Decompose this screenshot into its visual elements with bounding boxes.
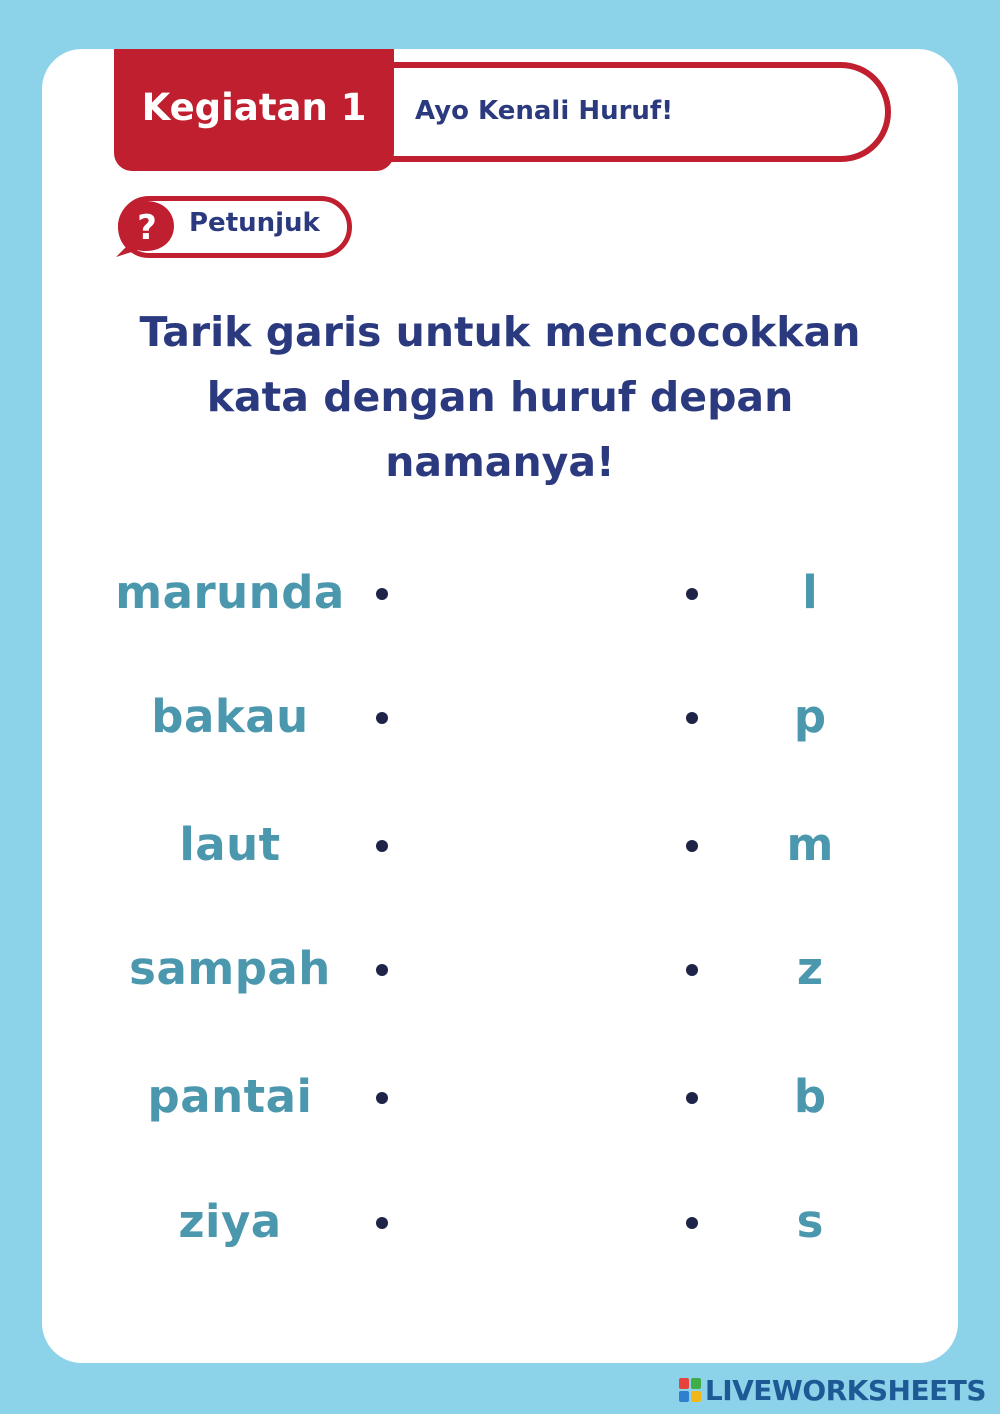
match-letter: l — [802, 566, 818, 619]
activity-label: Kegiatan 1 — [141, 85, 367, 129]
match-row — [0, 805, 1000, 885]
match-dot-left[interactable] — [376, 588, 388, 600]
match-letter: s — [796, 1195, 824, 1248]
match-letter: z — [796, 942, 824, 995]
match-dot-right[interactable] — [686, 964, 698, 976]
match-dot-left[interactable] — [376, 712, 388, 724]
match-word: ziya — [178, 1195, 282, 1248]
match-word: pantai — [147, 1070, 313, 1123]
liveworksheets-brand[interactable] — [679, 1372, 986, 1408]
match-word: bakau — [151, 690, 309, 743]
match-dot-right[interactable] — [686, 588, 698, 600]
match-row — [0, 929, 1000, 1009]
match-row — [0, 553, 1000, 633]
brand-name: LIVEWORKSHEETS — [704, 1373, 986, 1407]
match-dot-left[interactable] — [376, 1217, 388, 1229]
match-dot-left[interactable] — [376, 840, 388, 852]
match-letter: p — [793, 690, 827, 743]
match-dot-right[interactable] — [686, 840, 698, 852]
activity-tab — [114, 49, 394, 171]
match-row — [0, 677, 1000, 757]
activity-subtitle: Ayo Kenali Huruf! — [415, 96, 674, 126]
match-dot-left[interactable] — [376, 964, 388, 976]
liveworksheets-logo-icon — [679, 1378, 701, 1402]
instruction-line-2: kata dengan huruf depan — [206, 373, 794, 421]
match-row — [0, 1182, 1000, 1262]
match-word: sampah — [129, 942, 331, 995]
match-word: laut — [179, 818, 281, 871]
match-letter: b — [793, 1070, 827, 1123]
question-mark-icon — [114, 199, 178, 257]
match-row — [0, 1057, 1000, 1137]
match-dot-right[interactable] — [686, 1092, 698, 1104]
instruction-line-3: namanya! — [385, 438, 615, 486]
instruction-text — [100, 300, 900, 495]
match-word: marunda — [115, 566, 345, 619]
match-dot-right[interactable] — [686, 1217, 698, 1229]
hint-label: Petunjuk — [189, 208, 320, 238]
svg-text:?: ? — [137, 208, 157, 248]
match-dot-left[interactable] — [376, 1092, 388, 1104]
match-letter: m — [786, 818, 834, 871]
match-dot-right[interactable] — [686, 712, 698, 724]
instruction-line-1: Tarik garis untuk mencocokkan — [139, 308, 861, 356]
